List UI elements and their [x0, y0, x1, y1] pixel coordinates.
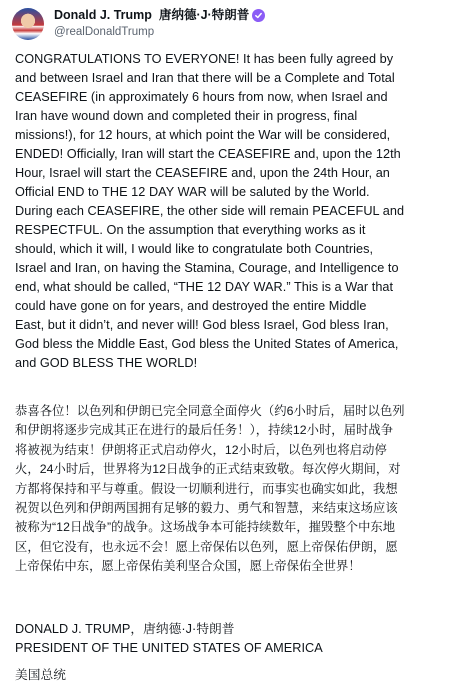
- signature-title: PRESIDENT OF THE UNITED STATES OF AMERICA: [15, 641, 323, 655]
- author-handle[interactable]: @realDonaldTrump: [54, 25, 155, 38]
- post-body-english: CONGRATULATIONS TO EVERYONE! It has been fully agreed by and between Israel and Iran that there will be a Complete and Total CEASEFIRE (in approximately 6 hours from now, when Israel and Iran have wound down and completed their in progress, final missions!), for 12 hours, at which point the War will be considered, ENDED! Officially, Iran will start the CEASEFIRE and, upon the 12th Hour, Israel will start the CEASEFIRE and, upon the 24th Hour, an Official END to THE 12 DAY WAR will be saluted by the World. During each CEASEFIRE, the other side will remain PEACEFUL and RESPECTFUL. On the assumption that everything works as it should, which it will, I would like to congratulate both Countries, Israel and Iran, on having the Stamina, Courage, and Intelligence to end, what should be called, “THE 12 DAY WAR.” This is a War that could have gone on for years, and destroyed the entire Middle East, but it didn’t, and never will! God bless Israel, God bless Iran, God bless the Middle East, God bless the United States of America, and GOD BLESS THE WORLD!: [15, 52, 405, 370]
- post-header: [12, 8, 449, 42]
- author-name[interactable]: Donald J. Trump: [54, 8, 152, 22]
- signature-title-cn: 美国总统: [15, 668, 66, 682]
- post-body-chinese: 恭喜各位！以色列和伊朗已完全同意全面停火（约6小时后，届时以色列 和伊朗将逐步完成其正在进行的最后任务！），持续12小时，届时战争 将被视为结束！伊朗将正式启动停火，12小时后，以色列也将启动停 火，24小时后，世界将为12日战争的正式结束致敬。每次停火期间，对 方都将保持和平与尊重。假设一切顺利进行，而事实也确实如此，我想 祝贺以色列和伊朗两国拥有足够的毅力、勇气和智慧，来结束这场应该 被称为“12日战争”的战争。这场战争本可能持续数年，摧毁整个中东地 区，但它没有，也永远不会！愿上帝保佑以色列，愿上帝保佑伊朗，愿 上帝保佑中东，愿上帝保佑美利坚合众国，愿上帝保佑全世界！: [15, 404, 405, 574]
- signature-name: DONALD J. TRUMP，唐纳德·J·特朗普: [15, 622, 235, 636]
- author-name-cn[interactable]: 唐纳德·J·特朗普: [158, 8, 250, 22]
- author-block: [54, 8, 265, 39]
- author-name-row: [54, 8, 265, 24]
- avatar[interactable]: [12, 8, 44, 40]
- verified-badge-icon: [252, 9, 265, 22]
